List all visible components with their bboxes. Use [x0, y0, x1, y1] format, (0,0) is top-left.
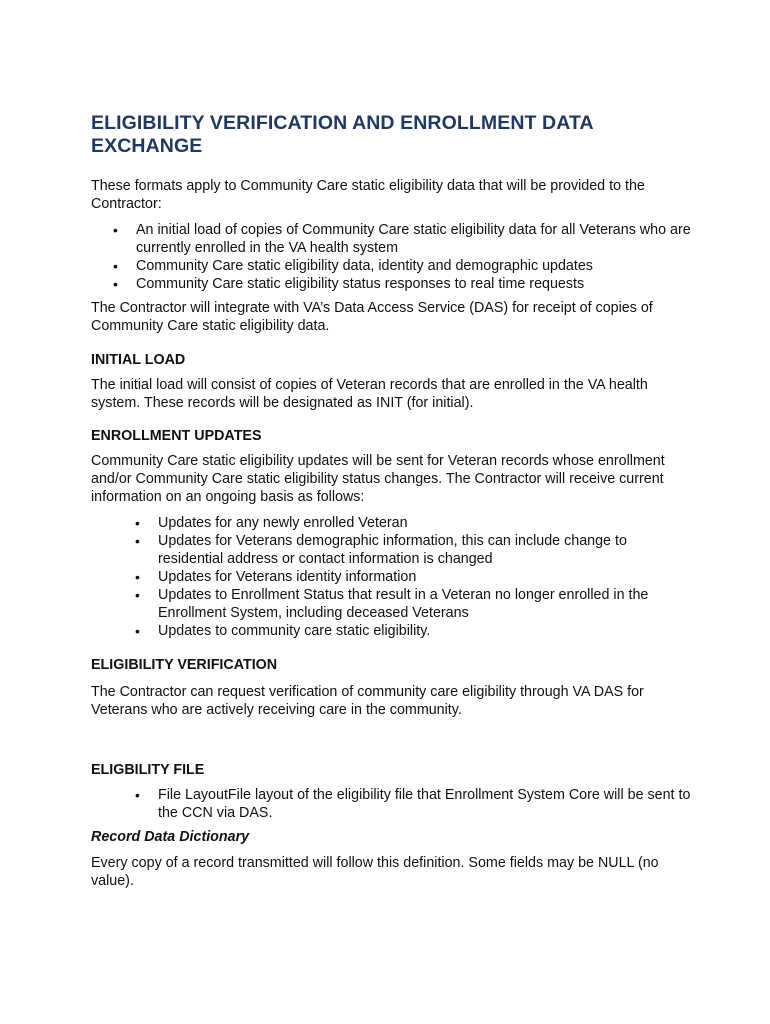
bullet-icon: • — [135, 623, 140, 639]
bullet-icon: • — [113, 258, 118, 274]
bullet-icon: • — [135, 515, 140, 531]
eligibility-file-heading: ELIGBILITY FILE — [91, 762, 205, 778]
intro-bullet-list — [91, 221, 691, 293]
document-page — [91, 112, 691, 890]
record-dictionary-heading: Record Data Dictionary — [91, 829, 250, 845]
list-item: • Updates for Veterans demographic information, this can include change to residential address or contact information is changed — [135, 533, 627, 567]
list-item: • Updates to community care static eligibility. — [135, 623, 431, 639]
initial-load-paragraph: The initial load will consist of copies of Veteran records that are enrolled in the VA health system. These records will be designated as INIT (for initial). — [91, 377, 648, 411]
eligibility-verification-paragraph: The Contractor can request verification of community care eligibility through VA DAS for Veterans who are actively receiving care in the community. — [91, 684, 644, 718]
enrollment-updates-heading: ENROLLMENT UPDATES — [91, 428, 262, 444]
das-paragraph: The Contractor will integrate with VA’s Data Access Service (DAS) for receipt of copies of Community Care static eligibility data. — [91, 300, 653, 334]
initial-load-heading: INITIAL LOAD — [91, 352, 186, 368]
eligibility-file-list — [91, 786, 691, 822]
record-dictionary-paragraph: Every copy of a record transmitted will follow this definition. Some fields may be NULL (no value). — [91, 855, 659, 889]
enrollment-updates-paragraph: Community Care static eligibility updates will be sent for Veteran records whose enrollment and/or Community Care static eligibility status changes. The Contractor will receive current information on an ongoing basis as follows: — [91, 453, 665, 505]
eligibility-verification-heading: ELIGIBILITY VERIFICATION — [91, 657, 278, 673]
list-item: • Updates to Enrollment Status that result in a Veteran no longer enrolled in the Enrollment System, including deceased Veterans — [135, 587, 649, 621]
bullet-icon: • — [113, 276, 118, 292]
bullet-icon: • — [135, 569, 140, 585]
list-item: • Updates for any newly enrolled Veteran — [135, 515, 408, 531]
bullet-icon: • — [135, 787, 140, 803]
list-item: • Updates for Veterans identity information — [135, 569, 417, 585]
intro-paragraph: These formats apply to Community Care static eligibility data that will be provided to the Contractor: — [91, 178, 645, 212]
list-item: • An initial load of copies of Community Care static eligibility data for all Veterans who are currently enrolled in the VA health system — [113, 222, 691, 256]
bullet-icon: • — [113, 222, 118, 238]
enrollment-updates-list — [91, 514, 691, 640]
page-title: ELIGIBILITY VERIFICATION AND ENROLLMENT DATA EXCHANGE — [91, 112, 593, 157]
bullet-icon: • — [135, 533, 140, 549]
bullet-icon: • — [135, 587, 140, 603]
list-item: • Community Care static eligibility status responses to real time requests — [113, 276, 585, 292]
list-item: • File LayoutFile layout of the eligibility file that Enrollment System Core will be sent to the CCN via DAS. — [135, 787, 691, 821]
list-item: • Community Care static eligibility data, identity and demographic updates — [113, 258, 593, 274]
